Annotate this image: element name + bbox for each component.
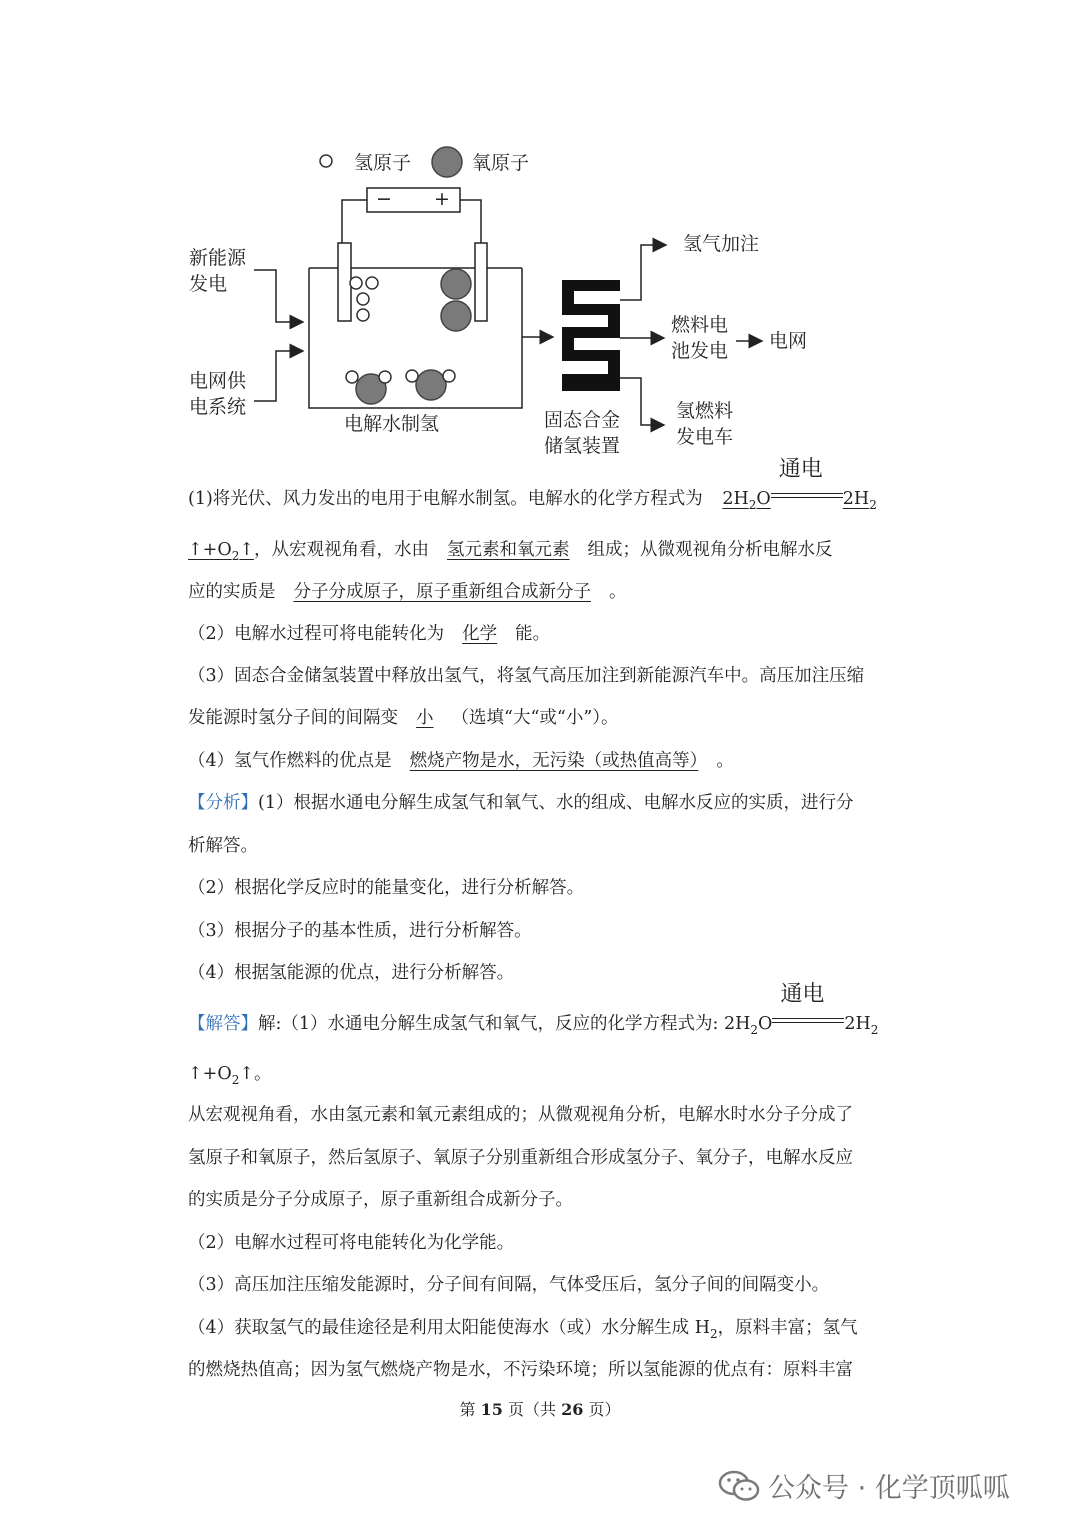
hydrogen-atoms: [350, 277, 378, 321]
output-vehicle-l2: 发电车: [676, 426, 734, 448]
battery-minus: −: [376, 188, 392, 210]
answer-tag: 【解答】: [188, 1014, 258, 1034]
q1-blank-composition: 氢元素和氧元素: [447, 540, 570, 560]
source-newenergy-l1: 新能源: [189, 247, 247, 269]
output-vehicle-l1: 氢燃料: [676, 400, 734, 422]
answer-reaction-condition: 通电: [772, 1011, 844, 1031]
q4-blank: 燃烧产物是水，无污染（或热值高等）: [409, 751, 699, 771]
oxygen-atoms: [441, 269, 471, 331]
q1-line2: $↑+O_2↑$，从宏观视角看，水由 氢元素和氧元素 组成；从微观视角分析电解水反: [188, 540, 833, 563]
q1-line1: (1)将光伏、风力发出的电用于电解水制氢。电解水的化学方程式为 $2H_2O$ 通电 $2H_2$: [188, 457, 877, 512]
storage-label-l1: 固态合金: [544, 409, 621, 431]
source-newenergy-l2: 发电: [189, 273, 228, 295]
water-molecules: [346, 370, 455, 404]
page-number: 15: [480, 1400, 503, 1419]
q1-line3: 应的实质是 分子分成原子，原子重新组合成新分子 。: [188, 582, 627, 602]
legend-oxygen-icon: [432, 147, 462, 177]
q2-blank: 化学: [462, 624, 498, 644]
q2-line: （2）电解水过程可将电能转化为 化学 能。: [188, 624, 551, 644]
legend-hydrogen-label: 氢原子: [354, 152, 412, 174]
answer-line7: （3）高压加注压缩发能源时，分子间有间隔，气体受压后，氢分子间的间隔变小。: [188, 1275, 830, 1295]
answer-line4: 氢原子和氧原子，然后氢原子、氧原子分别重新组合形成氢分子、氧分子，电解水反应: [188, 1148, 853, 1168]
legend-hydrogen-icon: [320, 155, 332, 167]
q4-line: （4）氢气作燃料的优点是 燃烧产物是水，无污染（或热值高等） 。: [188, 751, 734, 771]
q3-line1: （3）固态合金储氢装置中释放出氢气，将氢气高压加注到新能源汽车中。高压加注压缩: [188, 666, 865, 686]
analysis-p2: （2）根据化学反应时的能量变化，进行分析解答。: [188, 878, 585, 898]
output-fuelcell-l1: 燃料电: [671, 314, 729, 336]
answer-line1: 【解答】解:（1）水通电分解生成氢气和氧气，反应的化学方程式为: $2H_2O$ 通电 $2H_2$: [188, 982, 879, 1037]
answer-line6: （2）电解水过程可将电能转化为化学能。: [188, 1233, 515, 1253]
legend-oxygen-label: 氧原子: [472, 152, 530, 174]
output-refuel: 氢气加注: [683, 233, 760, 255]
storage-label-l2: 储氢装置: [544, 435, 621, 457]
battery-plus: +: [434, 188, 450, 210]
electrolysis-diagram: [0, 0, 1080, 470]
analysis-line2: 析解答。: [188, 836, 258, 856]
watermark-text: 公众号 · 化学顶呱呱: [768, 1473, 1010, 1504]
reaction-condition: 通电: [771, 486, 843, 506]
page-footer: 第 15 页（共 26 页）: [459, 1400, 621, 1419]
wechat-icon: [718, 1470, 762, 1502]
analysis-line1: 【分析】(1）根据水通电分解生成氢气和氧气、水的组成、电解水反应的实质，进行分: [188, 793, 854, 813]
q3-line2: 发能源时氢分子间的间隔变 小 （选填“大“或“小”）。: [188, 708, 619, 728]
answer-line2: $↑+O_2↑$。: [188, 1064, 272, 1087]
answer-line9: 的燃烧热值高；因为氢气燃烧产物是水，不污染环境；所以氢能源的优点有：原料丰富: [188, 1360, 853, 1380]
q3-blank: 小: [416, 708, 434, 728]
analysis-p4: （4）根据氢能源的优点，进行分析解答。: [188, 963, 515, 983]
answer-line5: 的实质是分子分成原子，原子重新组合成新分子。: [188, 1190, 573, 1210]
anode-electrode: [475, 243, 487, 321]
analysis-tag: 【分析】: [188, 793, 258, 813]
answer-line3: 从宏观视角看，水由氢元素和氧元素组成的；从微观视角分析，电解水时水分子分成了: [188, 1105, 853, 1125]
source-grid-l1: 电网供: [189, 370, 247, 392]
diagram-drawing: [0, 0, 1080, 470]
q1-blank-essence: 分子分成原子，原子重新组合成新分子: [293, 582, 591, 602]
source-grid-l2: 电系统: [189, 396, 247, 418]
cathode-electrode: [338, 243, 351, 321]
analysis-p3: （3）根据分子的基本性质，进行分析解答。: [188, 921, 532, 941]
tank-label: 电解水制氢: [344, 413, 440, 435]
output-grid: 电网: [769, 330, 808, 352]
output-fuelcell-l2: 池发电: [671, 340, 729, 362]
page-total: 26: [561, 1400, 584, 1419]
storage-device-icon: [562, 280, 620, 391]
answer-line8: （4）获取氢气的最佳途径是利用太阳能使海水（或）水分解生成 $H_2$，原料丰富；氢气: [188, 1318, 858, 1341]
